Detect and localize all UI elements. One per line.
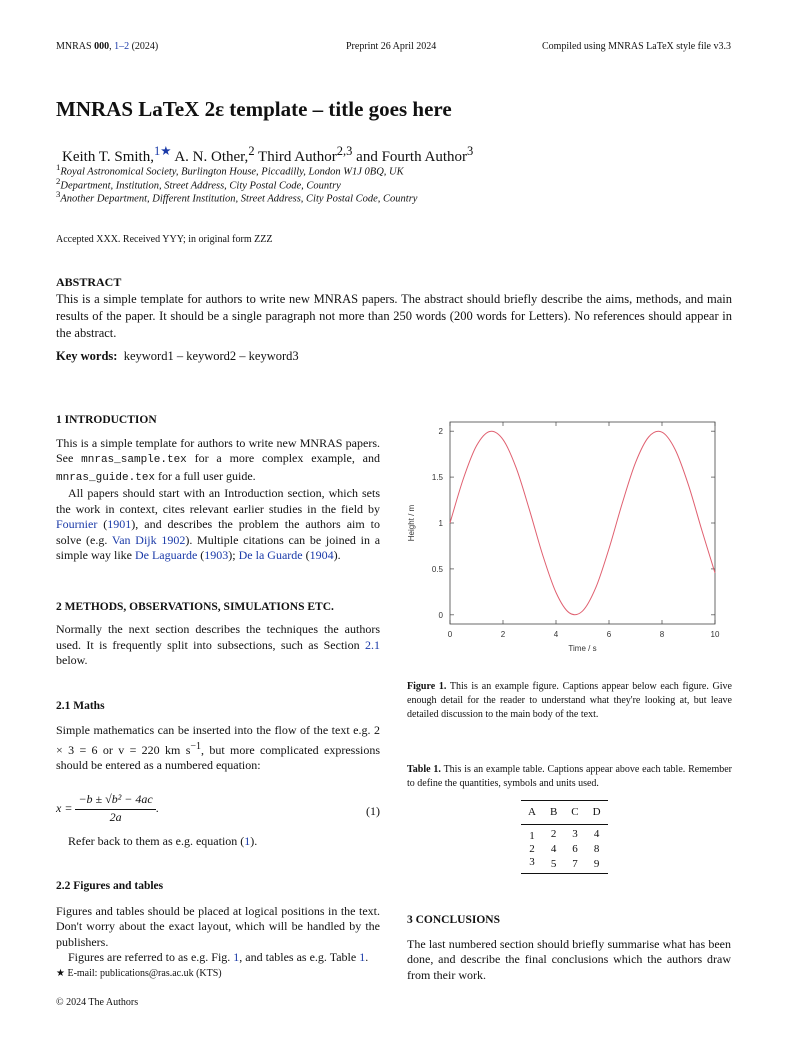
x-tick-label: 0 bbox=[447, 630, 453, 639]
section-heading: 2 METHODS, OBSERVATIONS, SIMULATIONS ETC. bbox=[56, 600, 334, 613]
y-tick-label: 2 bbox=[438, 427, 443, 437]
affiliation: $^3$Another Department, Different Institution, Street Address, City Postal Code, Country bbox=[56, 189, 418, 205]
paragraph: The last numbered section should briefly summarise what has been done, and describe the final conclusions which the authors draw from their work. bbox=[407, 936, 731, 982]
copyright: © 2024 The Authors bbox=[56, 997, 139, 1008]
affiliation: $^1$Royal Astronomical Society, Burlington House, Piccadilly, London W1J 0BQ, UK bbox=[56, 162, 404, 178]
subsection-heading: 2.2 Figures and tables bbox=[56, 880, 164, 892]
paper-title: MNRAS LaTeX 2ε template – title goes here bbox=[56, 97, 452, 121]
citation-link[interactable]: De la Guarde bbox=[238, 548, 303, 562]
citation-link[interactable]: Fournier bbox=[56, 517, 98, 531]
compiled-note: Compiled using MNRAS LaTeX style file v3.3 bbox=[541, 41, 731, 52]
section-link[interactable]: 2.1 bbox=[365, 637, 380, 652]
paragraph: Normally the next section describes the techniques the authors used. It is frequently split into subsections, such as Section 2.1 below. bbox=[56, 622, 380, 667]
plot-frame bbox=[450, 422, 715, 624]
footnote: ★ E-mail: publications@ras.ac.uk (KTS) bbox=[56, 968, 222, 979]
equation: x = $\frac{\text{−b ± √b² − 4ac}}{2a}$ . (1) bbox=[56, 791, 380, 824]
paragraph: This is a simple template for authors to write new MNRAS papers. See mnras_sample.tex for a more complex example, and mnras_guide.tex for a full user guide. bbox=[56, 435, 380, 484]
x-axis-label: Time / s bbox=[568, 644, 597, 653]
x-tick-label: 6 bbox=[606, 630, 612, 639]
citation-link[interactable]: De Laguarde bbox=[134, 548, 198, 562]
conclusions-section bbox=[407, 913, 731, 983]
table-row: 1 2 3 4 bbox=[529, 827, 600, 842]
paragraph: Refer back to them as e.g. equation (1). bbox=[68, 833, 258, 848]
table-row: 2 4 6 8 bbox=[529, 843, 600, 855]
y-tick-label: 1.5 bbox=[431, 473, 443, 483]
abstract bbox=[56, 274, 732, 365]
table-row: 3 5 7 9 bbox=[521, 856, 608, 874]
table-link[interactable]: 1 bbox=[359, 950, 366, 964]
table-header-row: A B C D bbox=[521, 801, 608, 825]
y-tick-label: 0 bbox=[438, 610, 443, 620]
x-tick-label: 10 bbox=[710, 630, 720, 639]
paragraph: Simple mathematics can be inserted into the flow of the text e.g. 2 × 3 = 6 or v = 220 km $s^{-1}$, but more complicated expressions should be entered as a numbered equation: bbox=[56, 723, 380, 772]
data-table bbox=[521, 800, 608, 874]
preprint-date: Preprint 26 April 2024 bbox=[346, 41, 437, 52]
running-header-left: MNRAS 000, 1–2 (2024) bbox=[56, 41, 159, 52]
abstract-heading: ABSTRACT bbox=[56, 275, 122, 289]
paragraph: All papers should start with an Introduction section, which sets the work in context, cites relevant earlier studies in the field by Fournier (1901), and describes the problem the authors aim to solve (e.g. Van Dijk 1902). Multiple citations can be joined in a simple way like De Laguarde (1903); De la Guarde (1904). bbox=[56, 486, 381, 562]
figure-1-chart bbox=[400, 415, 740, 660]
table-caption: Table 1. This is an example table. Captions appear above each table. Remember to define the quantities, symbols and units used. bbox=[407, 764, 732, 789]
x-tick-label: 4 bbox=[553, 630, 559, 639]
equation-number: (1) bbox=[366, 803, 380, 818]
accepted-line: Accepted XXX. Received YYY; in original form ZZZ bbox=[56, 234, 273, 245]
figure-caption: Figure 1. This is an example figure. Captions appear below each figure. Give enough detail for the reader to understand what they're looking at, but leave detailed discussion to the main body of the text. bbox=[407, 681, 732, 720]
abstract-text: This is a simple template for authors to write new MNRAS papers. The abstract should briefly describe the aims, methods, and main results of the paper. It should be a single paragraph not more than 250 words (200 words for Letters). No references should appear in the abstract. bbox=[56, 292, 732, 340]
affiliation: $^2$Department, Institution, Street Address, City Postal Code, Country bbox=[56, 176, 341, 192]
x-tick-label: 2 bbox=[500, 630, 506, 639]
keywords: Key words: keyword1 – keyword2 – keyword3 bbox=[56, 349, 299, 363]
paragraph: Figures and tables should be placed at logical positions in the text. Don't worry about the exact layout, which will be handled by the publishers. bbox=[56, 903, 380, 949]
paragraph: Figures are referred to as e.g. Fig. 1, and tables as e.g. Table 1. bbox=[68, 950, 369, 964]
citation-link[interactable]: Van Dijk 1902 bbox=[111, 532, 186, 547]
x-tick-label: 8 bbox=[659, 630, 665, 639]
subsection-heading: 2.1 Maths bbox=[56, 699, 105, 712]
citation-link[interactable]: 1903 bbox=[204, 548, 229, 562]
data-series-line bbox=[450, 431, 715, 614]
section-heading: 3 CONCLUSIONS bbox=[407, 914, 500, 926]
left-column bbox=[56, 413, 380, 966]
y-axis-label: Height / m bbox=[407, 504, 416, 542]
figure-link[interactable]: 1 bbox=[233, 950, 240, 964]
citation-link[interactable]: 1904 bbox=[309, 548, 334, 562]
y-tick-label: 1 bbox=[438, 519, 443, 528]
section-heading: 1 INTRODUCTION bbox=[56, 414, 157, 426]
y-tick-label: 0.5 bbox=[431, 564, 443, 574]
pages-link[interactable]: 1–2 bbox=[114, 41, 130, 52]
author-list: Keith T. Smith,$^{1★}$ A. N. Other,$^2$ Third Author$^{2,3}$ and Fourth Author$^3$ bbox=[62, 144, 474, 165]
citation-link[interactable]: 1901 bbox=[107, 517, 132, 531]
equation-link[interactable]: 1 bbox=[244, 833, 251, 848]
